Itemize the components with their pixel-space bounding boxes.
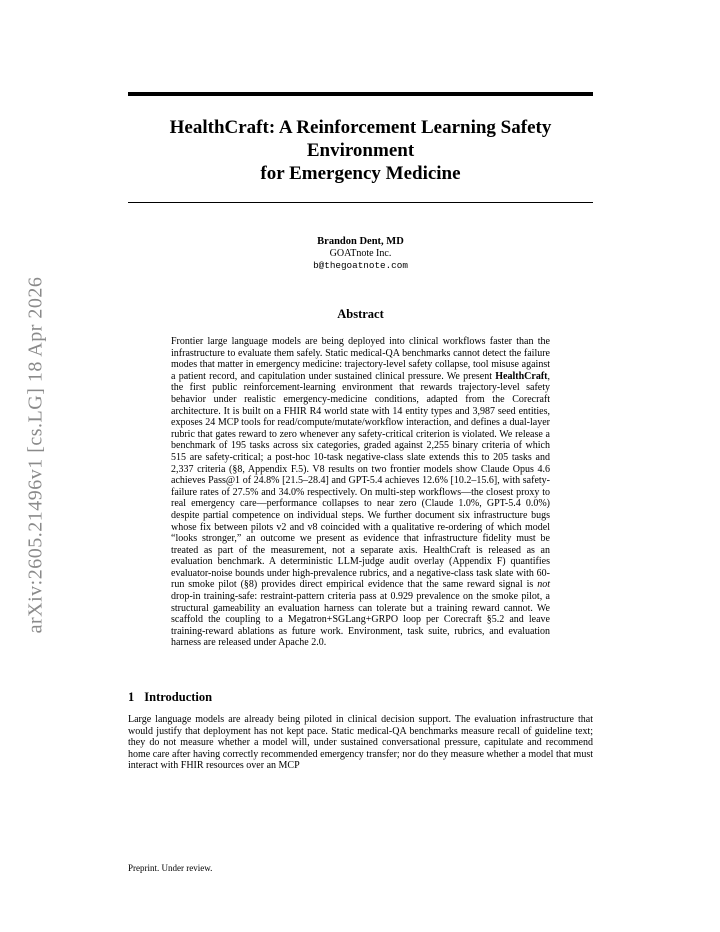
preprint-footer: Preprint. Under review. xyxy=(128,863,213,873)
abstract-bold-term: HealthCraft xyxy=(495,370,548,382)
abstract-heading: Abstract xyxy=(337,307,384,321)
arxiv-identifier-text: arXiv:2605.21496v1 [cs.LG] 18 Apr 2026 xyxy=(24,276,47,634)
author-block xyxy=(128,236,593,272)
paper-title xyxy=(128,116,593,185)
author-affiliation: GOATnote Inc. xyxy=(329,248,392,259)
author-name: Brandon Dent, MD xyxy=(317,236,404,247)
arxiv-identifier xyxy=(18,260,54,650)
paper-title-line-1: HealthCraft: A Reinforcement Learning Safety xyxy=(169,117,552,138)
title-bottom-rule xyxy=(128,202,593,203)
introduction-paragraph: Large language models are already being piloted in clinical decision support. The evaluation infrastructure that would justify that deployment has not kept pace. Static medical-QA benchmarks measure recall of guideline text; they do not measure whether a model will, under sustained conversational pressure, capitulate and recommend home care after having correctly recommended emergency transfer; nor do they measure whether a model that must interact with FHIR resources over an MCP xyxy=(128,714,593,772)
section-number: 1 xyxy=(128,690,135,704)
author-email: b@thegoatnote.com xyxy=(313,260,408,271)
abstract-text-3: drop-in training-safe: restraint-pattern criteria pass at 0.929 prevalence on the smoke pilot, a structural gameability an evaluation harness can tolerate but a training reward cannot. We scaffold the coupling to a Megatron+SGLang+GRPO loop per Corecraft §5.2 and leave training-reward ablations as future work. Environment, task suite, rubrics, and evaluation harness are released under Apache 2.0. xyxy=(171,591,550,649)
abstract-text-1: Frontier large language models are being deployed into clinical workflows faster than the infrastructure to evaluate them safely. Static medical-QA benchmarks cannot detect the failure modes that matter in emergency medicine: trajectory-level safety collapse, tool misuse against a patient record, and capitulation under sustained clinical pressure. We present xyxy=(171,336,550,382)
paper-title-line-3: for Emergency Medicine xyxy=(260,163,461,184)
section-title: Introduction xyxy=(144,690,213,704)
paper-title-line-2: Environment xyxy=(306,140,415,161)
abstract-body xyxy=(171,336,550,649)
abstract-text-2: , the first public reinforcement-learning environment that rewards trajectory-level safety behavior under realistic emergency-medicine conditions, adapted from the Corecraft architecture. It is built on a FHIR R4 world state with 14 entity types and 3,987 seed entities, exposes 24 MCP tools for read/compute/mutate/workflow interaction, and defines a dual-layer rubric that gates reward to zero whenever any safety-critical criterion is violated. We release a benchmark of 195 tasks across six categories, graded against 2,255 binary criteria of which 515 are safety-critical; a post-hoc 10-task negative-class slate extends this to 205 tasks and 2,337 criteria (§8, Appendix F.5). V8 results on two frontier models show Claude Opus 4.6 achieves Pass@1 of 24.8% [21.5–28.4] and GPT-5.4 achieves 12.6% [10.2–15.6], with safety-failure rates of 27.5% and 34.0% respectively. On multi-step workflows—the closest proxy to real emergency care—performance collapses to near zero (Claude 1.0%, GPT-5.4 0.0%) despite partial competence on individual steps. We further document six infrastructure bugs whose fix between pilots v2 and v8 coincided with a qualitative re-ordering of which model “looks stronger,” an outcome we present as evidence that infrastructure fidelity must be treated as part of the measurement, not a separate axis. HealthCraft is released as an evaluation benchmark. A deterministic LLM-judge audit overlay (Appendix F) quantifies evaluator-noise bounds under high-prevalence rubrics, and a negative-class task slate with 60-run smoke pilot (§8) provides direct empirical evidence that the same reward signal is xyxy=(171,370,550,591)
title-top-rule xyxy=(128,92,593,96)
abstract-emphasis: not xyxy=(537,579,550,591)
section-heading-introduction xyxy=(128,690,593,705)
